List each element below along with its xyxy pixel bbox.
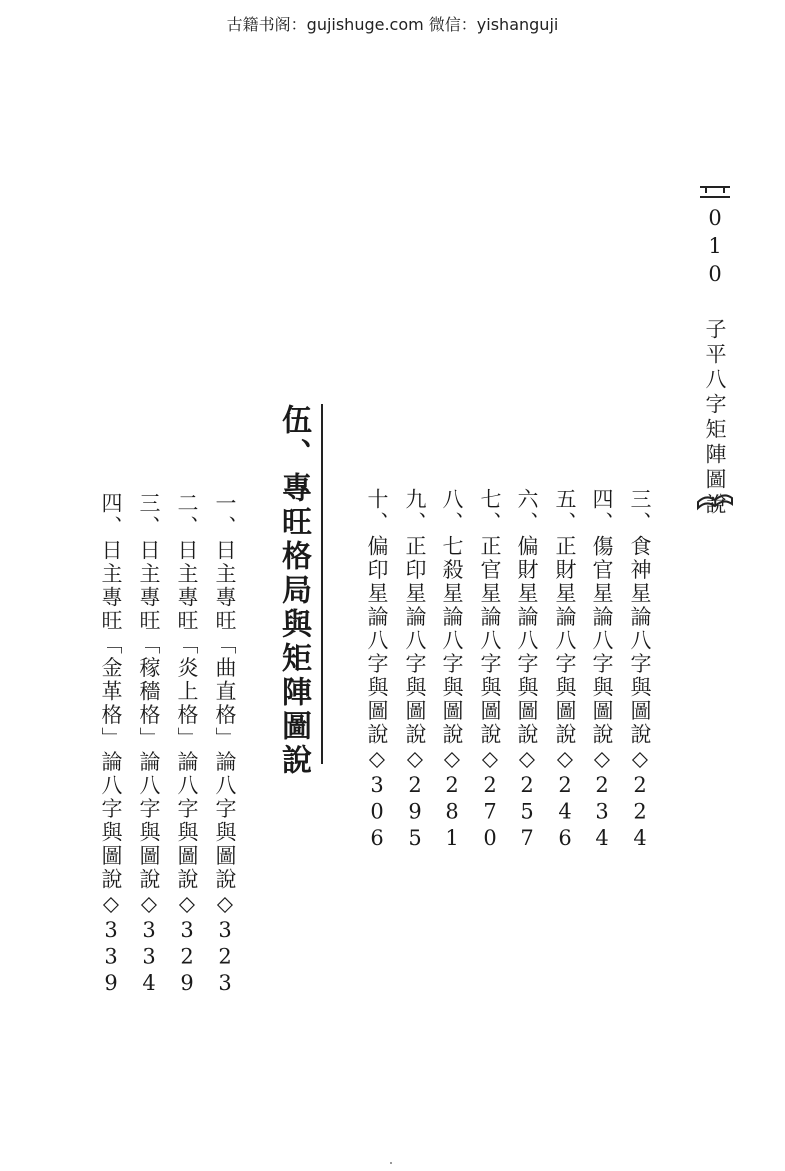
page-speck [390, 1162, 392, 1164]
toc-entry-10: 十、偏印星論八字與圖說◇306 [365, 488, 389, 853]
toc-entry-3: 三、食神星論八字與圖說◇224 [628, 488, 652, 853]
toc-entry-5: 五、正財星論八字與圖說◇246 [553, 488, 577, 853]
sub-entry-4: 四、日主專旺「金革格」論八字與圖說◇339 [99, 492, 123, 998]
toc-entry-9: 九、正印星論八字與圖說◇295 [403, 488, 427, 853]
book-title: 子平八字矩陣圖說 [703, 318, 727, 518]
toc-entry-8: 八、七殺星論八字與圖說◇281 [440, 488, 464, 853]
toc-entry-7: 七、正官星論八字與圖說◇270 [478, 488, 502, 853]
sub-entry-2: 二、日主專旺「炎上格」論八字與圖說◇329 [175, 492, 199, 998]
toc-entry-6: 六、偏財星論八字與圖說◇257 [515, 488, 539, 853]
sub-entry-3: 三、日主專旺「稼穡格」論八字與圖說◇334 [137, 492, 161, 998]
page-number-bracket-icon [698, 185, 732, 199]
open-book-icon [694, 488, 736, 512]
watermark-text: 古籍书阁：gujishuge.com 微信：yishanguji [226, 15, 559, 34]
running-header [700, 206, 730, 518]
sub-entry-1: 一、日主專旺「曲直格」論八字與圖說◇323 [213, 492, 237, 998]
page-number: 010 [703, 206, 727, 290]
toc-entry-4: 四、傷官星論八字與圖說◇234 [590, 488, 614, 853]
section-heading: 伍、專旺格局與矩陣圖說 [271, 404, 323, 764]
